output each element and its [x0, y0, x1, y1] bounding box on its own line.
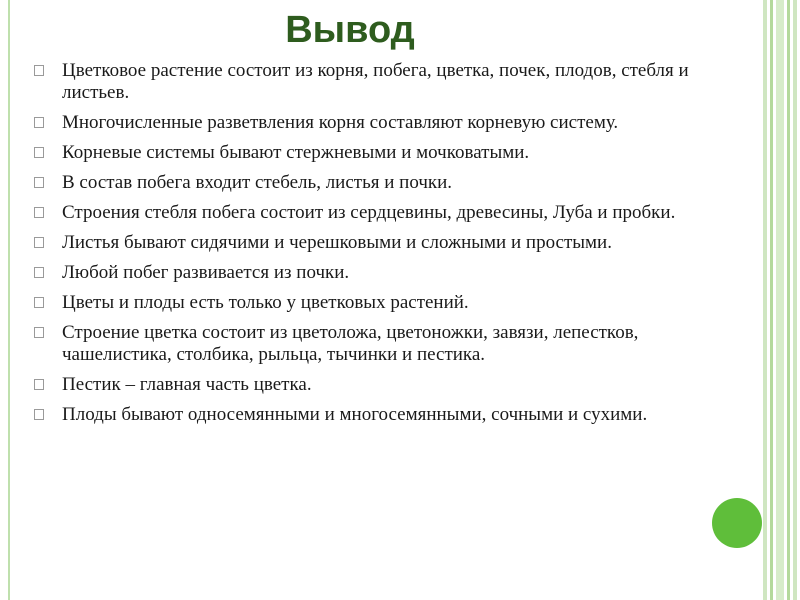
bullet-item [34, 292, 724, 314]
square-bullet-icon [34, 267, 44, 278]
bullet-item [34, 374, 724, 396]
square-bullet-icon [34, 297, 44, 308]
square-bullet-icon [34, 177, 44, 188]
bullet-item [34, 142, 724, 164]
bullet-text: Листья бывают сидячими и черешковыми и сложными и простыми. [62, 232, 612, 253]
bullet-text: Строение цветка состоит из цветоложа, цветоножки, завязи, лепестков, чашелистика, столбика, рыльца, тычинки и пестика. [62, 322, 639, 365]
bullet-item [34, 202, 724, 224]
bullet-text: Корневые системы бывают стержневыми и мочковатыми. [62, 142, 530, 163]
bullet-text: Любой побег развивается из почки. [62, 262, 350, 283]
square-bullet-icon [34, 147, 44, 158]
bullet-text: Цветы и плоды есть только у цветковых растений. [62, 292, 469, 313]
square-bullet-icon [34, 117, 44, 128]
bullet-text: Строения стебля побега состоит из сердцевины, древесины, Луба и пробки. [62, 202, 676, 223]
right-frame-stripe [793, 0, 797, 600]
square-bullet-icon [34, 65, 44, 76]
bullet-text: Плоды бывают односемянными и многосемянными, сочными и сухими. [62, 404, 648, 425]
bullet-text: Цветковое растение состоит из корня, побега, цветка, почек, плодов, стебля и листьев. [62, 60, 689, 103]
square-bullet-icon [34, 409, 44, 420]
square-bullet-icon [34, 379, 44, 390]
bullet-item [34, 60, 724, 104]
bullet-item [34, 112, 724, 134]
left-frame-line [8, 0, 10, 600]
bullet-list [34, 60, 724, 434]
bullet-text: Пестик – главная часть цветка. [62, 374, 312, 395]
right-frame-stripe [787, 0, 790, 600]
square-bullet-icon [34, 237, 44, 248]
bullet-text: В состав побега входит стебель, листья и почки. [62, 172, 453, 193]
right-frame-stripe [763, 0, 767, 600]
right-frame-stripe [770, 0, 773, 600]
square-bullet-icon [34, 207, 44, 218]
green-circle-icon [712, 498, 762, 548]
slide-title: Вывод [285, 9, 415, 51]
square-bullet-icon [34, 327, 44, 338]
bullet-item [34, 322, 724, 366]
bullet-item [34, 404, 724, 426]
right-frame-stripe [776, 0, 784, 600]
bullet-item [34, 232, 724, 254]
bullet-item [34, 172, 724, 194]
bullet-text: Многочисленные разветвления корня составляют корневую систему. [62, 112, 619, 133]
bullet-item [34, 262, 724, 284]
